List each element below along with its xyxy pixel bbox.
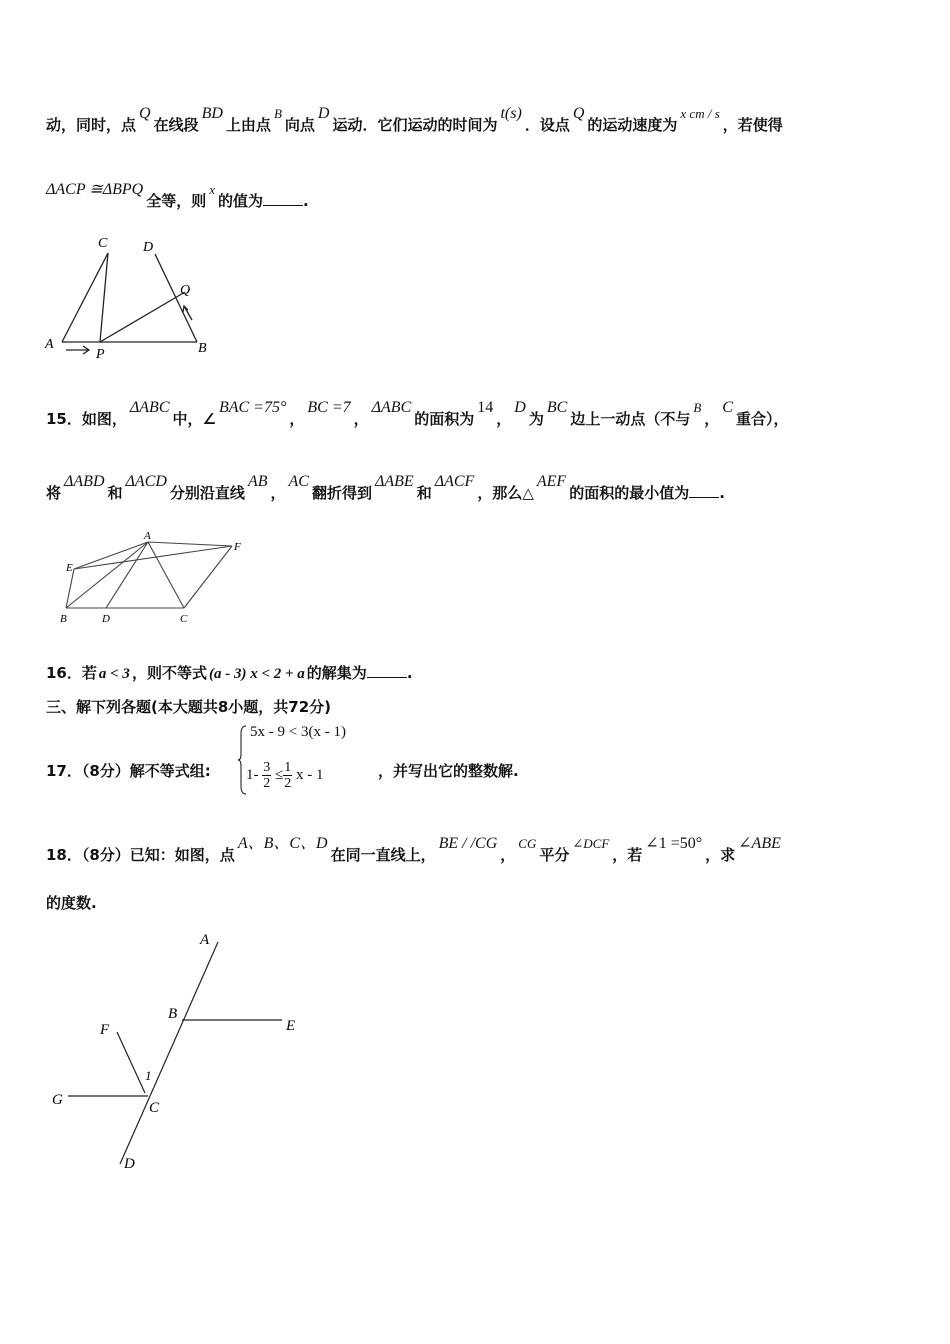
label-A: A [45, 337, 54, 352]
q18-figure [48, 928, 308, 1178]
label-F: F [234, 541, 241, 553]
text: 的值为 [218, 192, 264, 210]
math-BC: BC [546, 399, 568, 416]
label-P: P [96, 347, 105, 362]
math-angle-DCF: ∠DCF [572, 836, 610, 851]
text: ， [496, 410, 512, 428]
answer-blank [263, 205, 303, 206]
label-E: E [286, 1018, 296, 1034]
label-Q: Q [180, 283, 191, 298]
q18-line2: 的度数. [46, 894, 97, 912]
math-ts: t(s) [500, 105, 522, 122]
fraction-1-2 [283, 760, 292, 791]
equation-2 [246, 760, 323, 791]
equation-1: 5x - 9 < 3(x - 1) [250, 724, 346, 740]
text: ，若使得 [722, 116, 783, 134]
label-A: A [200, 932, 210, 948]
q14-figure [40, 232, 215, 362]
text: 将 [46, 484, 62, 502]
text: . [303, 192, 309, 210]
numerator: 3 [263, 760, 271, 775]
label-B: B [198, 341, 207, 356]
label-C: C [149, 1100, 160, 1116]
text: 翻折得到 [311, 484, 372, 502]
label-B: B [60, 613, 67, 625]
label-F: F [100, 1022, 110, 1038]
text: 分别沿直线 [169, 484, 245, 502]
text: ， [704, 410, 720, 428]
math-area: 14 [477, 399, 494, 416]
math-AC: AC [288, 473, 309, 490]
math-AEF: AEF [536, 473, 567, 490]
text: ，若 [612, 846, 643, 864]
label-B: B [168, 1006, 178, 1022]
math-B: B [273, 106, 282, 121]
text: 动，同时，点 [46, 116, 137, 134]
text: x - 1 [295, 766, 324, 783]
math-Q: Q [139, 105, 151, 122]
denominator: 2 [284, 776, 292, 791]
math-condition: a < 3 [98, 666, 130, 682]
fraction-3-2 [262, 760, 271, 791]
label-D: D [102, 613, 110, 625]
text: 的面积的最小值为 [569, 484, 690, 502]
text: 上由点 [225, 116, 271, 134]
math-triangle-ABC: ΔABC [371, 399, 412, 416]
math-triangle-ACF: ΔACF [434, 473, 475, 490]
math-angle-BAC: BAC =75° [218, 399, 287, 416]
math-speed: x cm / s [680, 106, 720, 121]
math-CG: CG [518, 836, 537, 851]
q14-line2 [46, 181, 309, 211]
label-A: A [144, 530, 151, 542]
math-triangle-ABE: ΔABE [374, 473, 414, 490]
text: ， [270, 484, 286, 502]
math-Q2: Q [572, 105, 585, 122]
label-C: C [180, 613, 188, 625]
text: 16．若 [46, 664, 97, 682]
text: 在同一直线上， [330, 846, 436, 864]
text: 全等，则 [146, 192, 207, 210]
inequality-system [238, 724, 368, 796]
math-B: B [693, 400, 702, 415]
q15-figure [54, 528, 254, 628]
math-triangle-ABC: ΔABC [129, 399, 170, 416]
math-x: x [209, 182, 216, 197]
text: 的面积为 [414, 410, 475, 428]
text: 和 [416, 484, 432, 502]
denominator: 2 [263, 776, 271, 791]
q14-line1 [46, 105, 783, 135]
math-AB: AB [247, 473, 268, 490]
text: 和 [107, 484, 123, 502]
q15-line1 [46, 399, 789, 429]
text: 中，∠ [172, 410, 216, 428]
text: 平分 [539, 846, 570, 864]
text: ， [289, 410, 305, 428]
math-congruence: ΔACP ≅ΔBPQ [46, 181, 144, 198]
math-points: A、B、C、D [237, 835, 328, 852]
label-D: D [124, 1156, 135, 1172]
text: ．设点 [524, 116, 570, 134]
text: ，则不等式 [131, 664, 207, 682]
text: 18．（8分）已知：如图，点 [46, 846, 235, 864]
q15-line2 [46, 473, 725, 503]
q17-label: 17．（8分）解不等式组: [46, 762, 211, 780]
text: 边上一动点（不与 [570, 410, 691, 428]
text: ≤ [275, 766, 284, 783]
text: . [406, 664, 413, 682]
text: ， [353, 410, 369, 428]
math-angle-ABE: ∠ABE [738, 835, 781, 852]
numerator: 1 [284, 760, 292, 775]
text: 的解集为 [306, 664, 367, 682]
label-E: E [66, 562, 73, 574]
math-C: C [722, 399, 733, 416]
label-G: G [52, 1092, 63, 1108]
section-heading: 三、解下列各题(本大题共8小题，共72分) [46, 698, 332, 716]
text: 的运动速度为 [587, 116, 678, 134]
text: 运动．它们运动的时间为 [332, 116, 498, 134]
label-D: D [143, 240, 154, 255]
q16-line [46, 662, 413, 683]
answer-blank [367, 677, 407, 678]
text: 向点 [284, 116, 315, 134]
text: ，求 [705, 846, 736, 864]
label-1: 1 [145, 1068, 152, 1083]
math-triangle-ACD: ΔACD [125, 473, 167, 490]
label-C: C [98, 236, 108, 251]
math-BC-length: BC =7 [307, 399, 351, 416]
text: ， [500, 846, 516, 864]
text: 1- [246, 766, 259, 783]
q17-tail: ，并写出它的整数解. [378, 762, 519, 780]
math-D: D [317, 105, 330, 122]
text: . [719, 484, 725, 502]
text: ，那么△ [477, 484, 534, 502]
math-D: D [514, 399, 526, 416]
text: 重合）， [735, 410, 789, 428]
math-BD: BD [201, 105, 223, 122]
answer-blank [689, 497, 719, 498]
q18-line1 [46, 835, 784, 865]
text: 15．如图， [46, 410, 127, 428]
math-angle-1: ∠1 =50° [645, 835, 703, 852]
text: 在线段 [153, 116, 199, 134]
math-inequality: (a - 3) x < 2 + a [208, 666, 305, 682]
math-triangle-ABD: ΔABD [64, 473, 105, 490]
math-parallel: BE / /CG [438, 835, 498, 852]
text: 为 [528, 410, 544, 428]
